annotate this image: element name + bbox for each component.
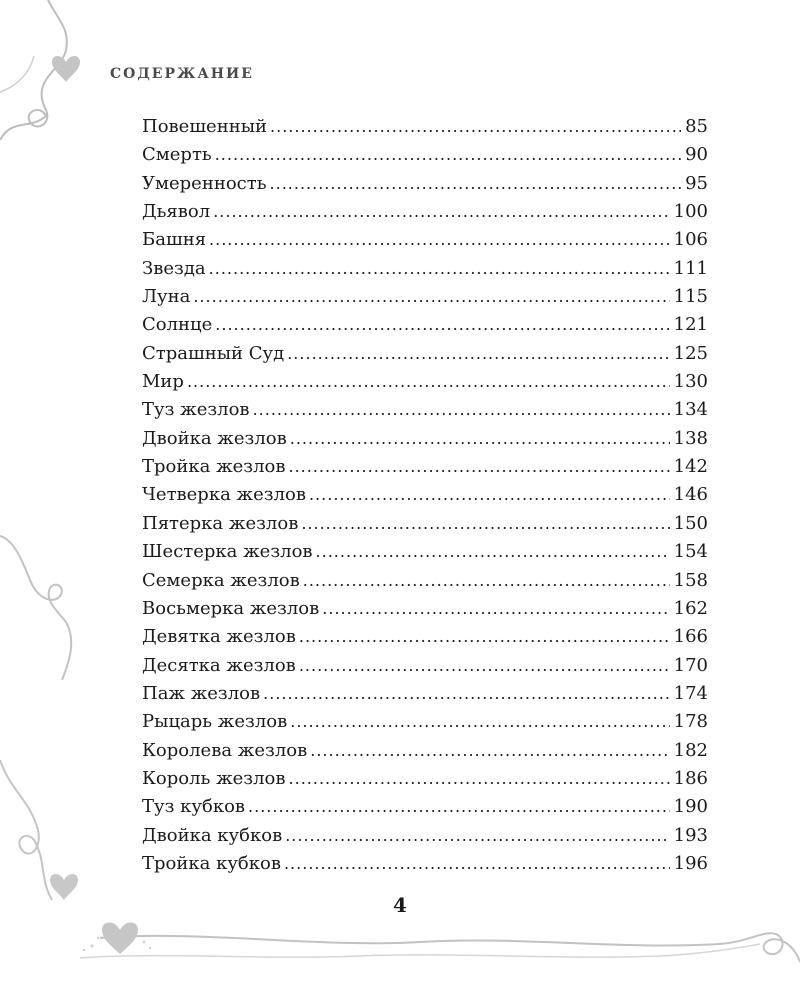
toc-entry[interactable] bbox=[142, 481, 708, 509]
toc-entry-page: 125 bbox=[673, 342, 708, 364]
toc-entry-title: Девятка жезлов bbox=[142, 626, 296, 648]
toc-dot-leader bbox=[299, 652, 670, 680]
toc-dot-leader bbox=[248, 793, 670, 821]
left-mid-swirl bbox=[0, 536, 71, 680]
bottom-swirl bbox=[100, 933, 800, 962]
toc-dot-leader bbox=[309, 481, 670, 509]
toc-dot-leader bbox=[290, 425, 670, 453]
toc-entry[interactable] bbox=[142, 595, 708, 623]
toc-entry-page: 170 bbox=[673, 654, 708, 676]
toc-dot-leader bbox=[209, 226, 670, 254]
toc-entry-page: 134 bbox=[673, 399, 708, 421]
toc-entry-title: Башня bbox=[142, 229, 207, 251]
toc-entry-title: Луна bbox=[142, 286, 191, 308]
toc-entry-page: 166 bbox=[673, 626, 708, 648]
heart-icon bbox=[50, 874, 78, 900]
toc-entry-title: Семерка жезлов bbox=[142, 569, 300, 591]
toc-dot-leader bbox=[187, 368, 670, 396]
toc-entry[interactable] bbox=[142, 850, 708, 878]
toc-entry-title: Дьявол bbox=[142, 201, 211, 223]
toc-dot-leader bbox=[290, 708, 669, 736]
toc-entry-page: 182 bbox=[673, 739, 708, 761]
toc-entry-page: 130 bbox=[673, 371, 708, 393]
toc-entry-title: Королева жезлов bbox=[142, 739, 308, 761]
heart-icon bbox=[52, 56, 80, 82]
toc-entry-page: 90 bbox=[685, 144, 708, 166]
toc-entry[interactable] bbox=[142, 141, 708, 169]
toc-entry-title: Тройка жезлов bbox=[142, 456, 286, 478]
toc-entry-page: 190 bbox=[673, 796, 708, 818]
toc-entry[interactable] bbox=[142, 368, 708, 396]
toc-dot-leader bbox=[213, 198, 669, 226]
toc-entry-title: Двойка жезлов bbox=[142, 427, 287, 449]
toc-entry[interactable] bbox=[142, 453, 708, 481]
toc-entry-title: Тройка кубков bbox=[142, 852, 281, 874]
toc-dot-leader bbox=[301, 510, 669, 538]
toc-entry-page: 138 bbox=[673, 427, 708, 449]
toc-entry[interactable] bbox=[142, 822, 708, 850]
toc-entry-page: 154 bbox=[673, 541, 708, 563]
toc-dot-leader bbox=[253, 396, 670, 424]
toc-entry[interactable] bbox=[142, 311, 708, 339]
toc-entry-page: 85 bbox=[685, 116, 708, 137]
toc-entry[interactable] bbox=[142, 283, 708, 311]
table-of-contents bbox=[142, 113, 708, 878]
toc-entry[interactable] bbox=[142, 510, 708, 538]
section-title: СОДЕРЖАНИЕ bbox=[110, 66, 254, 82]
toc-entry-title: Солнце bbox=[142, 314, 213, 336]
toc-entry-page: 100 bbox=[673, 201, 708, 223]
heart-icon bbox=[102, 923, 138, 955]
toc-entry[interactable] bbox=[142, 737, 708, 765]
toc-entry[interactable] bbox=[142, 623, 708, 651]
toc-entry-page: 174 bbox=[673, 682, 708, 704]
toc-dot-leader bbox=[285, 822, 669, 850]
toc-entry[interactable] bbox=[142, 198, 708, 226]
toc-dot-leader bbox=[316, 538, 670, 566]
toc-entry-title: Пятерка жезлов bbox=[142, 512, 299, 534]
toc-entry[interactable] bbox=[142, 170, 708, 198]
toc-entry[interactable] bbox=[142, 340, 708, 368]
toc-entry[interactable] bbox=[142, 708, 708, 736]
top-left-swirl-2 bbox=[0, 56, 34, 92]
toc-entry-title: Туз кубков bbox=[142, 796, 246, 818]
toc-entry[interactable] bbox=[142, 680, 708, 708]
toc-entry[interactable] bbox=[142, 255, 708, 283]
toc-entry-page: 178 bbox=[673, 711, 708, 733]
page-number: 4 bbox=[393, 893, 407, 917]
toc-entry[interactable] bbox=[142, 113, 708, 141]
toc-entry-title: Умеренность bbox=[142, 172, 267, 194]
toc-entry-title: Четверка жезлов bbox=[142, 484, 306, 506]
toc-dot-leader bbox=[193, 283, 669, 311]
toc-entry-page: 193 bbox=[673, 824, 708, 846]
toc-dot-leader bbox=[284, 850, 670, 878]
toc-entry-page: 106 bbox=[673, 229, 708, 251]
toc-dot-leader bbox=[289, 453, 670, 481]
top-left-swirl bbox=[0, 0, 67, 140]
toc-entry-title: Туз жезлов bbox=[142, 399, 250, 421]
toc-entry-title: Страшный Суд bbox=[142, 342, 285, 364]
dotted-trail bbox=[83, 937, 151, 951]
toc-dot-leader bbox=[215, 311, 669, 339]
toc-dot-leader bbox=[322, 595, 669, 623]
toc-entry-title: Мир bbox=[142, 371, 184, 393]
toc-entry[interactable] bbox=[142, 652, 708, 680]
toc-entry-title: Двойка кубков bbox=[142, 824, 283, 846]
toc-entry-title: Десятка жезлов bbox=[142, 654, 296, 676]
toc-entry-page: 158 bbox=[673, 569, 708, 591]
toc-entry-page: 111 bbox=[673, 257, 708, 279]
toc-dot-leader bbox=[303, 567, 670, 595]
toc-entry-page: 95 bbox=[685, 172, 708, 194]
toc-entry-page: 162 bbox=[673, 597, 708, 619]
toc-entry-title: Король жезлов bbox=[142, 767, 286, 789]
toc-entry[interactable] bbox=[142, 425, 708, 453]
toc-entry[interactable] bbox=[142, 567, 708, 595]
toc-entry-title: Повешенный bbox=[142, 116, 268, 137]
toc-entry[interactable] bbox=[142, 396, 708, 424]
toc-dot-leader bbox=[287, 340, 669, 368]
toc-entry[interactable] bbox=[142, 226, 708, 254]
toc-entry-title: Паж жезлов bbox=[142, 682, 261, 704]
toc-dot-leader bbox=[263, 680, 669, 708]
toc-dot-leader bbox=[299, 623, 670, 651]
toc-dot-leader bbox=[270, 113, 681, 141]
toc-entry-page: 146 bbox=[673, 484, 708, 506]
toc-entry-title: Рыцарь жезлов bbox=[142, 711, 288, 733]
lower-left-swirl bbox=[0, 760, 52, 900]
toc-entry-page: 186 bbox=[673, 767, 708, 789]
toc-entry-title: Звезда bbox=[142, 257, 206, 279]
toc-entry-page: 115 bbox=[673, 286, 708, 308]
toc-entry-page: 142 bbox=[673, 456, 708, 478]
toc-entry-title: Восьмерка жезлов bbox=[142, 597, 320, 619]
toc-entry-page: 196 bbox=[673, 852, 708, 874]
bottom-swirl-2 bbox=[80, 944, 760, 958]
toc-entry-title: Смерть bbox=[142, 144, 212, 166]
toc-entry-title: Шестерка жезлов bbox=[142, 541, 313, 563]
toc-dot-leader bbox=[215, 141, 681, 169]
toc-dot-leader bbox=[289, 765, 670, 793]
toc-entry[interactable] bbox=[142, 765, 708, 793]
toc-entry[interactable] bbox=[142, 538, 708, 566]
toc-dot-leader bbox=[270, 170, 682, 198]
toc-dot-leader bbox=[209, 255, 670, 283]
toc-entry-page: 150 bbox=[673, 512, 708, 534]
toc-entry[interactable] bbox=[142, 793, 708, 821]
toc-dot-leader bbox=[310, 737, 669, 765]
toc-entry-page: 121 bbox=[673, 314, 708, 336]
